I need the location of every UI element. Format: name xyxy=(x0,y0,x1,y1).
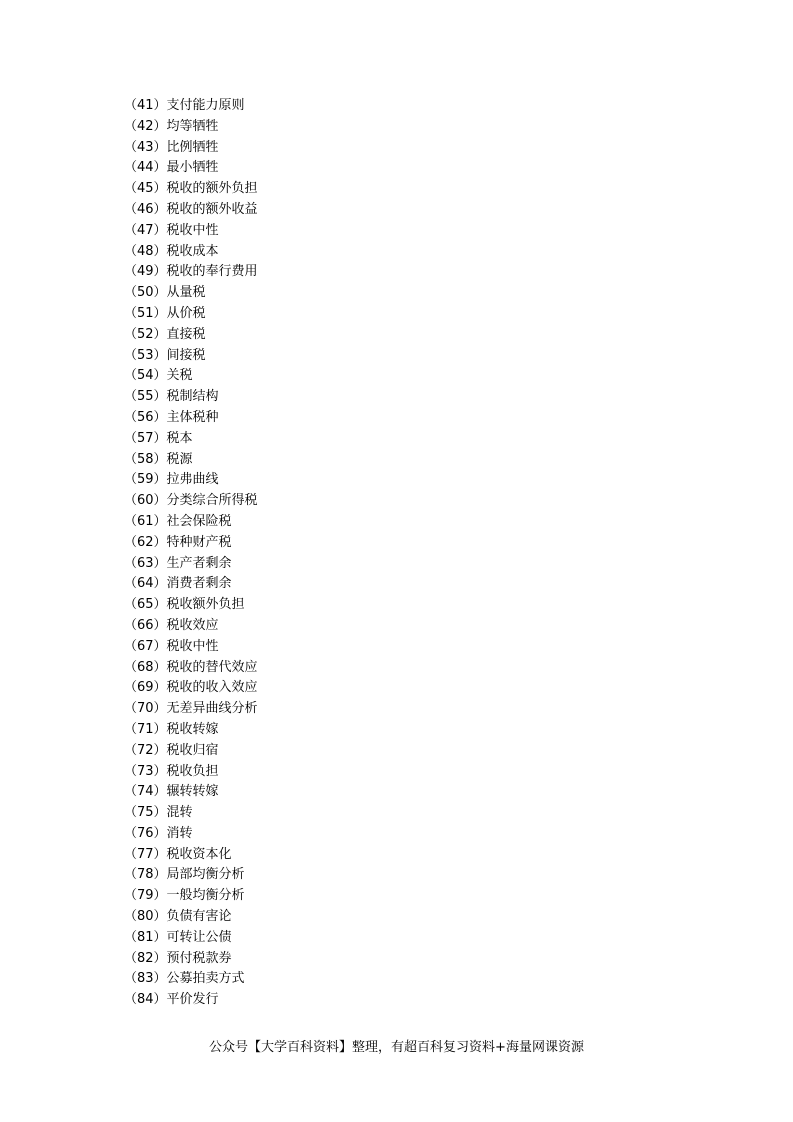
term-text: 税收负担 xyxy=(166,763,219,779)
term-text: 关税 xyxy=(166,368,193,384)
term-number: （75） xyxy=(124,805,167,821)
term-number: （48） xyxy=(124,243,167,259)
term-number: （73） xyxy=(124,763,167,779)
term-number: （84） xyxy=(124,992,167,1008)
term-text: 可转让公债 xyxy=(166,929,232,945)
term-item xyxy=(124,762,258,783)
term-text: 分类综合所得税 xyxy=(166,493,258,509)
term-number: （77） xyxy=(124,846,167,862)
term-item xyxy=(124,782,258,803)
term-number: （65） xyxy=(124,597,167,613)
term-number: （82） xyxy=(124,950,167,966)
term-number: （78） xyxy=(124,867,167,883)
term-number: （74） xyxy=(124,784,167,800)
term-text: 平价发行 xyxy=(166,992,219,1008)
footer-note: 公众号【大学百科资料】整理，有超百科复习资料+海量网课资源 xyxy=(209,1040,584,1055)
term-item xyxy=(124,845,258,866)
term-item xyxy=(124,616,258,637)
term-item xyxy=(124,429,258,450)
term-item xyxy=(124,595,258,616)
term-number: （66） xyxy=(124,617,167,633)
term-text: 辗转转嫁 xyxy=(166,784,219,800)
term-number: （45） xyxy=(124,181,167,197)
term-list xyxy=(124,96,258,1011)
term-text: 间接税 xyxy=(166,347,206,363)
term-text: 均等牺牲 xyxy=(166,118,219,134)
term-item xyxy=(124,928,258,949)
term-text: 税收成本 xyxy=(166,243,219,259)
term-number: （54） xyxy=(124,368,167,384)
term-text: 税收中性 xyxy=(166,638,219,654)
term-text: 生产者剩余 xyxy=(166,555,232,571)
term-item xyxy=(124,990,258,1011)
term-item xyxy=(124,720,258,741)
term-item xyxy=(124,554,258,575)
term-text: 社会保险税 xyxy=(166,513,232,529)
term-item xyxy=(124,179,258,200)
term-item xyxy=(124,512,258,533)
term-item xyxy=(124,949,258,970)
term-item xyxy=(124,408,258,429)
term-text: 税收的收入效应 xyxy=(166,680,258,696)
term-text: 从价税 xyxy=(166,305,206,321)
term-item xyxy=(124,450,258,471)
term-number: （69） xyxy=(124,680,167,696)
term-number: （64） xyxy=(124,576,167,592)
term-number: （62） xyxy=(124,534,167,550)
term-text: 从量税 xyxy=(166,285,206,301)
term-item xyxy=(124,803,258,824)
term-item xyxy=(124,865,258,886)
term-item xyxy=(124,96,258,117)
term-item xyxy=(124,574,258,595)
term-item xyxy=(124,824,258,845)
term-text: 税收资本化 xyxy=(166,846,232,862)
term-item xyxy=(124,366,258,387)
term-number: （41） xyxy=(124,98,167,113)
term-text: 公募拍卖方式 xyxy=(166,971,245,987)
term-item xyxy=(124,221,258,242)
term-text: 税本 xyxy=(166,430,193,446)
term-number: （55） xyxy=(124,389,167,405)
term-item xyxy=(124,200,258,221)
term-text: 税收转嫁 xyxy=(166,721,219,737)
term-text: 税收的额外收益 xyxy=(166,201,258,217)
term-item xyxy=(124,886,258,907)
term-number: （61） xyxy=(124,513,167,529)
term-number: （67） xyxy=(124,638,167,654)
term-text: 负债有害论 xyxy=(166,909,232,925)
term-number: （83） xyxy=(124,971,167,987)
term-text: 预付税款券 xyxy=(166,950,232,966)
term-text: 税收的额外负担 xyxy=(166,181,258,197)
term-number: （80） xyxy=(124,909,167,925)
term-number: （47） xyxy=(124,222,167,238)
term-item xyxy=(124,242,258,263)
term-number: （42） xyxy=(124,118,167,134)
term-number: （68） xyxy=(124,659,167,675)
term-text: 特种财产税 xyxy=(166,534,232,550)
term-text: 直接税 xyxy=(166,326,206,342)
term-number: （70） xyxy=(124,701,167,717)
term-text: 税收效应 xyxy=(166,617,219,633)
term-text: 无差异曲线分析 xyxy=(166,701,258,717)
term-item xyxy=(124,262,258,283)
term-item xyxy=(124,387,258,408)
term-number: （81） xyxy=(124,929,167,945)
term-item xyxy=(124,304,258,325)
term-text: 一般均衡分析 xyxy=(166,888,245,904)
term-item xyxy=(124,117,258,138)
term-text: 混转 xyxy=(166,805,193,821)
term-number: （59） xyxy=(124,472,167,488)
term-number: （76） xyxy=(124,825,167,841)
term-text: 消费者剩余 xyxy=(166,576,232,592)
term-text: 拉弗曲线 xyxy=(166,472,219,488)
term-item xyxy=(124,346,258,367)
term-number: （49） xyxy=(124,264,167,280)
term-item xyxy=(124,741,258,762)
term-item xyxy=(124,637,258,658)
term-item xyxy=(124,138,258,159)
term-text: 税源 xyxy=(166,451,193,467)
term-item xyxy=(124,658,258,679)
term-number: （58） xyxy=(124,451,167,467)
term-item xyxy=(124,283,258,304)
term-number: （51） xyxy=(124,305,167,321)
term-item xyxy=(124,325,258,346)
term-number: （43） xyxy=(124,139,167,155)
term-item xyxy=(124,699,258,720)
term-number: （72） xyxy=(124,742,167,758)
term-item xyxy=(124,969,258,990)
term-text: 局部均衡分析 xyxy=(166,867,245,883)
term-text: 税收的奉行费用 xyxy=(166,264,258,280)
term-number: （46） xyxy=(124,201,167,217)
term-number: （79） xyxy=(124,888,167,904)
term-number: （52） xyxy=(124,326,167,342)
term-item xyxy=(124,158,258,179)
term-number: （71） xyxy=(124,721,167,737)
term-text: 主体税种 xyxy=(166,409,219,425)
term-number: （63） xyxy=(124,555,167,571)
term-item xyxy=(124,678,258,699)
term-text: 最小牺牲 xyxy=(166,160,219,176)
term-item xyxy=(124,470,258,491)
term-text: 税收中性 xyxy=(166,222,219,238)
term-number: （60） xyxy=(124,493,167,509)
term-text: 税制结构 xyxy=(166,389,219,405)
term-text: 消转 xyxy=(166,825,193,841)
term-item xyxy=(124,907,258,928)
term-text: 税收归宿 xyxy=(166,742,219,758)
term-text: 税收的替代效应 xyxy=(166,659,258,675)
term-number: （57） xyxy=(124,430,167,446)
term-text: 支付能力原则 xyxy=(166,98,245,113)
term-number: （44） xyxy=(124,160,167,176)
term-number: （50） xyxy=(124,285,167,301)
term-item xyxy=(124,491,258,512)
term-item xyxy=(124,533,258,554)
term-number: （53） xyxy=(124,347,167,363)
term-text: 税收额外负担 xyxy=(166,597,245,613)
term-text: 比例牺牲 xyxy=(166,139,219,155)
term-number: （56） xyxy=(124,409,167,425)
